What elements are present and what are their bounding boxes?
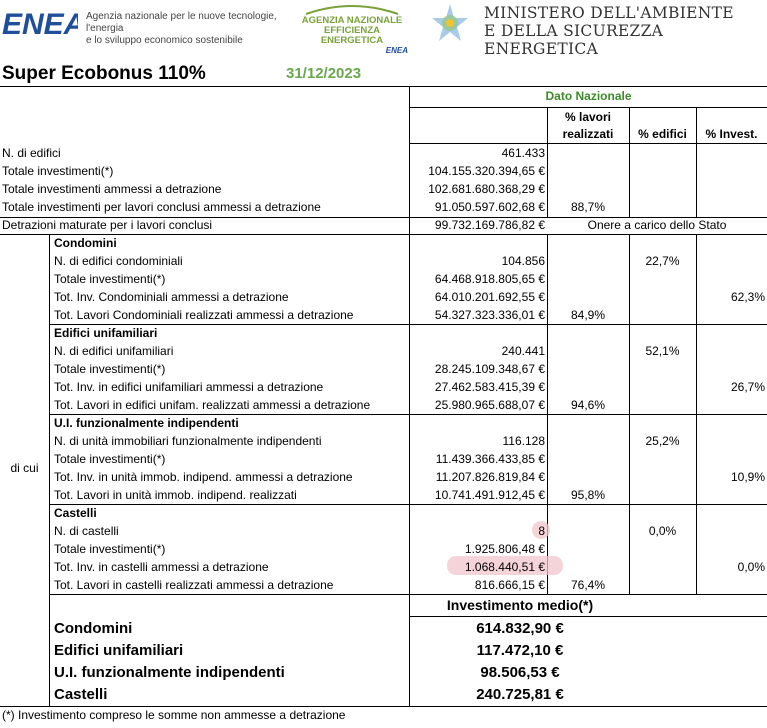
group-row-invest: 62,3% bbox=[730, 290, 765, 304]
general-row-label: Detrazioni maturate per i lavori conclusi bbox=[2, 218, 213, 232]
group-row-label: Tot. Inv. in unità immob. indipend. ammessi a detrazione bbox=[54, 470, 353, 484]
group-divider-3 bbox=[49, 504, 767, 505]
table-bottom-border bbox=[0, 706, 767, 707]
group-row-value: 54.327.323.336,01 € bbox=[434, 308, 545, 322]
group-row-value: 11.207.826.819,84 € bbox=[435, 470, 545, 484]
general-row-label: Totale investimenti(*) bbox=[2, 164, 114, 178]
ministry-title bbox=[484, 4, 767, 58]
group-row-label: Totale investimenti(*) bbox=[54, 362, 166, 376]
general-row-value: 99.732.169.786,82 € bbox=[434, 218, 545, 232]
enea-subtitle-line-1: Agenzia nazionale per le nuove tecnologie, l'energia bbox=[86, 11, 277, 34]
group-row-value: 816.666,15 € bbox=[474, 578, 545, 592]
invest-medio-label: Condomini bbox=[54, 620, 133, 637]
group-row-label: Totale investimenti(*) bbox=[54, 272, 166, 286]
table-top-border bbox=[0, 86, 767, 87]
group-divider-4 bbox=[49, 594, 767, 595]
group-row-value: 11.439.366.433,85 € bbox=[435, 452, 545, 466]
group-row-label: Tot. Lavori Condominiali realizzati ammessi a detrazione bbox=[54, 308, 354, 322]
invest-medio-value: 614.832,90 € bbox=[476, 620, 564, 637]
group-row-value: 27.462.583.415,39 € bbox=[434, 380, 545, 394]
group-row-label: Tot. Lavori in castelli realizzati ammessi a detrazione bbox=[54, 578, 334, 592]
invest-medio-value: 117.472,10 € bbox=[476, 642, 564, 659]
col-lavori-header-line-2: realizzati bbox=[562, 127, 614, 141]
col-border-invest-top bbox=[696, 107, 697, 217]
group-row-label: Totale investimenti(*) bbox=[54, 452, 166, 466]
di-cui-label: di cui bbox=[10, 461, 39, 475]
invest-medio-header-line bbox=[410, 616, 767, 617]
invest-medio-value: 98.506,53 € bbox=[480, 664, 560, 681]
group-row-value: 28.245.109.348,67 € bbox=[434, 362, 545, 376]
group-title: Castelli bbox=[54, 506, 97, 520]
col-border-edifici-top bbox=[629, 107, 630, 217]
group-row-label: N. di edifici unifamiliari bbox=[54, 344, 174, 358]
enea-subtitle bbox=[86, 11, 286, 47]
group-row-value: 104.856 bbox=[501, 254, 545, 268]
group-row-lavori: 95,8% bbox=[570, 488, 606, 502]
invest-medio-label: Castelli bbox=[54, 686, 108, 703]
page-title: Super Ecobonus 110% bbox=[2, 63, 206, 84]
general-row-value: 91.050.597.602,68 € bbox=[434, 200, 545, 214]
ministry-title-line-2: E DELLA SICUREZZA ENERGETICA bbox=[484, 22, 664, 58]
ministry-emblem-icon bbox=[424, 2, 476, 44]
group-row-edifici: 0,0% bbox=[648, 524, 677, 538]
group-row-edifici: 52,1% bbox=[645, 344, 680, 358]
group-row-value: 25.980.965.688,07 € bbox=[434, 398, 545, 412]
general-row-label: N. di edifici bbox=[2, 146, 61, 160]
general-row-value: 104.155.320.394,65 € bbox=[428, 164, 545, 178]
group-row-label: Tot. Lavori in unità immob. indipend. realizzati bbox=[54, 488, 297, 502]
col-invest-header: % Invest. bbox=[705, 127, 758, 141]
col-lavori-header-line-1: % lavori bbox=[564, 110, 612, 124]
group-row-label: Tot. Inv. Condominiali ammessi a detrazione bbox=[54, 290, 289, 304]
group-row-invest: 26,7% bbox=[730, 380, 765, 394]
group-row-value: 8 bbox=[538, 524, 545, 538]
footnote: (*) Investimento compreso le somme non ammesse a detrazione bbox=[2, 708, 346, 722]
group-row-value: 10.741.491.912,45 € bbox=[434, 488, 545, 502]
group-title: Edifici unifamiliari bbox=[54, 326, 158, 340]
general-row-label: Totale investimenti per lavori conclusi ammessi a detrazione bbox=[2, 200, 321, 214]
group-row-label: Tot. Inv. in edifici unifamiliari ammessi a detrazione bbox=[54, 380, 324, 394]
group-row-invest: 10,9% bbox=[730, 470, 765, 484]
group-row-label: Tot. Lavori in edifici unifam. realizzati ammessi a detrazione bbox=[54, 398, 371, 412]
group-row-edifici: 25,2% bbox=[645, 434, 680, 448]
group-row-label: N. di castelli bbox=[54, 524, 119, 538]
agency-text-line-2: EFFICIENZA ENERGETICA bbox=[320, 25, 384, 46]
group-row-value: 240.441 bbox=[501, 344, 545, 358]
col-edifici-header: % edifici bbox=[638, 127, 687, 141]
group-row-value: 1.068.440,51 € bbox=[464, 560, 545, 574]
enea-subtitle-line-2: e lo sviluppo economico sostenibile bbox=[86, 35, 243, 46]
agency-logo bbox=[296, 2, 408, 56]
invest-medio-header: Investimento medio(*) bbox=[446, 597, 594, 613]
onere-label: Onere a carico dello Stato bbox=[587, 218, 727, 232]
agency-text-line-1: AGENZIA NAZIONALE bbox=[301, 15, 403, 26]
group-row-lavori: 76,4% bbox=[570, 578, 606, 592]
group-row-label: N. di unità immobiliari funzionalmente indipendenti bbox=[54, 434, 322, 448]
report-date: 31/12/2023 bbox=[286, 65, 362, 82]
general-row-value: 102.681.680.368,29 € bbox=[428, 182, 545, 196]
group-row-value: 64.468.918.805,65 € bbox=[434, 272, 545, 286]
group-title: U.I. funzionalmente indipendenti bbox=[54, 416, 239, 430]
agency-enea-mark: ENEA bbox=[385, 46, 408, 55]
group-row-edifici: 22,7% bbox=[645, 254, 680, 268]
general-row-label: Totale investimenti ammessi a detrazione bbox=[2, 182, 222, 196]
enea-logo-text: ENEA bbox=[2, 8, 78, 40]
general-row-pct: 88,7% bbox=[570, 200, 606, 214]
col-lavori-header bbox=[547, 109, 629, 143]
group-row-label: N. di edifici condominiali bbox=[54, 254, 183, 268]
enea-logo bbox=[2, 6, 78, 40]
group-row-value: 64.010.201.692,55 € bbox=[434, 290, 545, 304]
invest-medio-value: 240.725,81 € bbox=[476, 686, 564, 703]
header-bottom-line bbox=[410, 143, 767, 144]
group-row-invest: 0,0% bbox=[737, 560, 765, 574]
group-row-lavori: 94,6% bbox=[570, 398, 606, 412]
invest-medio-label: Edifici unifamiliari bbox=[54, 642, 184, 659]
group-row-label: Tot. Inv. in castelli ammessi a detrazione bbox=[54, 560, 269, 574]
dato-nazionale-header: Dato Nazionale bbox=[545, 89, 632, 103]
header-divider bbox=[410, 107, 767, 108]
group-title: Condomini bbox=[54, 236, 117, 250]
invest-medio-label: U.I. funzionalmente indipendenti bbox=[54, 664, 285, 681]
group-row-value: 1.925.806,48 € bbox=[464, 542, 545, 556]
general-row-value: 461.433 bbox=[501, 146, 545, 160]
dicui-right-border bbox=[49, 234, 50, 706]
group-row-value: 116.128 bbox=[502, 434, 545, 448]
group-row-label: Totale investimenti(*) bbox=[54, 542, 166, 556]
ministry-title-line-1: MINISTERO DELL'AMBIENTE bbox=[484, 4, 734, 22]
group-row-lavori: 84,9% bbox=[570, 308, 606, 322]
